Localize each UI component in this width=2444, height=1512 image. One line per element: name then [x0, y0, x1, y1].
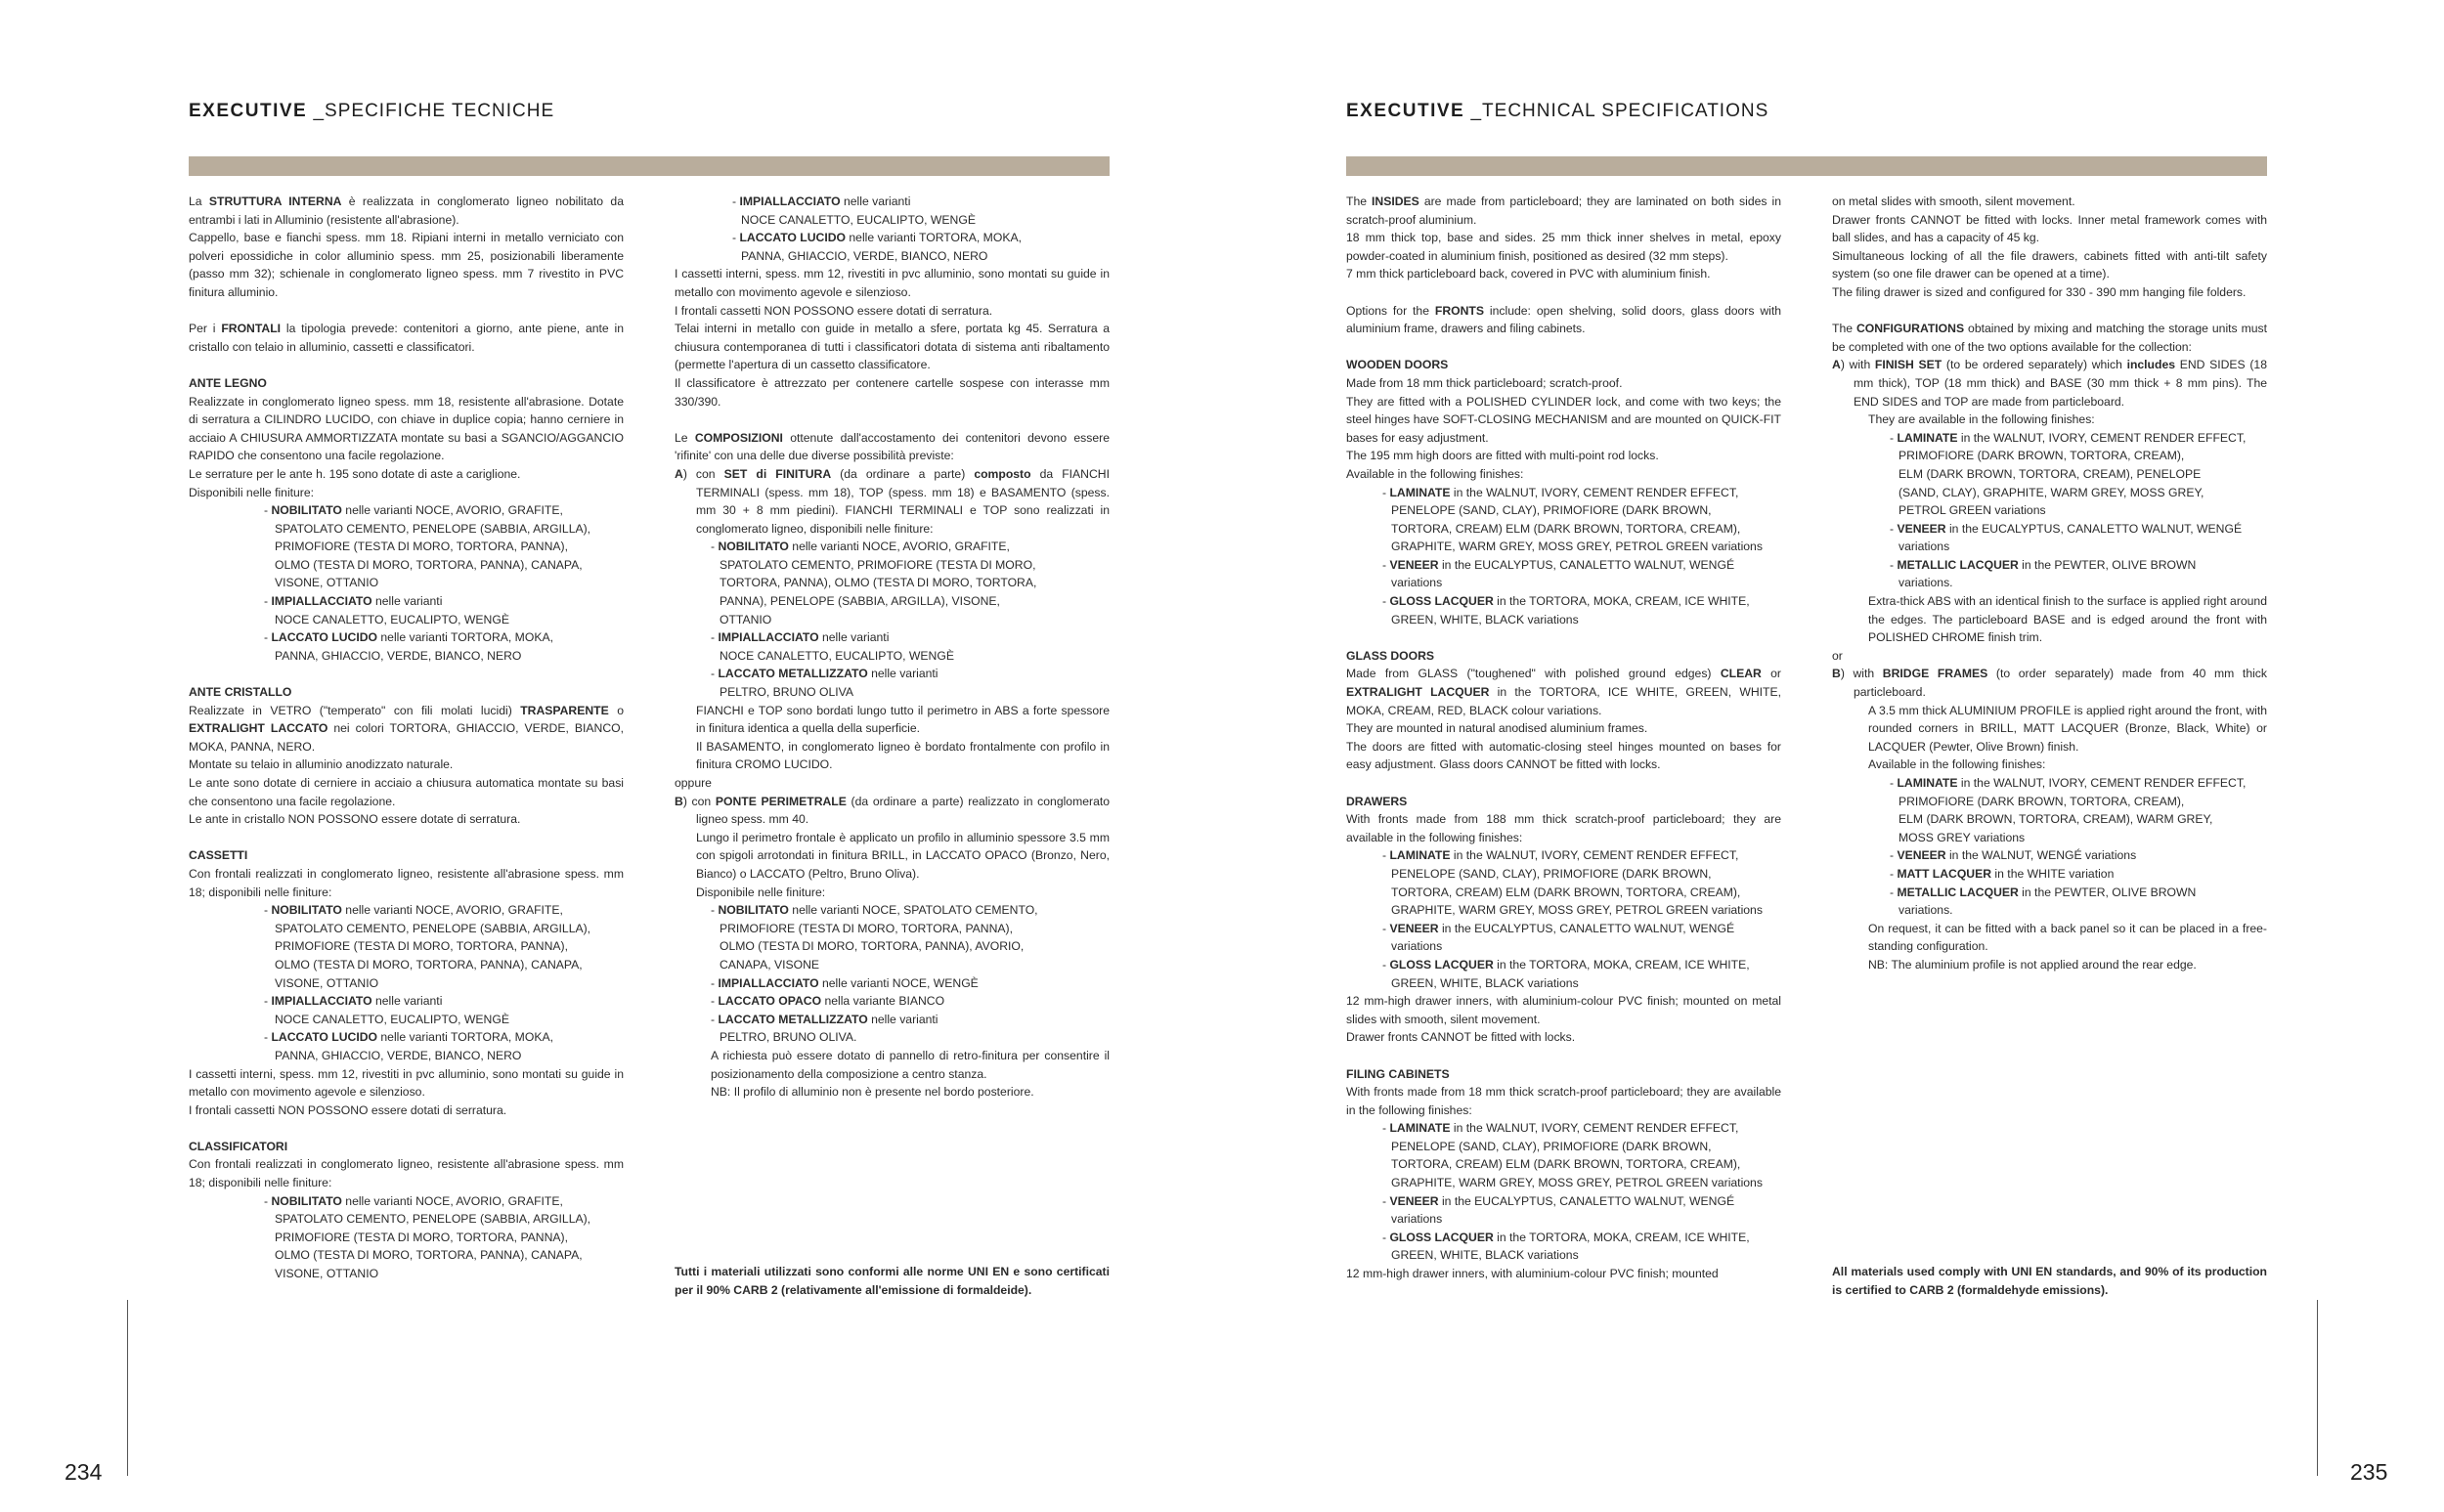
- paragraph: Le ante sono dotate di cerniere in acciaio a chiusura automatica montate su basi che consentono una facile regolazione.: [189, 776, 624, 808]
- finish-list-item: NOCE CANALETTO, EUCALIPTO, WENGÈ: [275, 1012, 509, 1026]
- finish-list-item: GRAPHITE, WARM GREY, MOSS GREY, PETROL GREEN variations: [1391, 1176, 1763, 1190]
- finish-list-item: - VENEER in the EUCALYPTUS, CANALETTO WALNUT, WENGÉ: [1382, 557, 1735, 572]
- paragraph: Con frontali realizzati in conglomerato ligneo, resistente all'abrasione spess. mm 18; disponibili nelle finiture:: [189, 866, 624, 899]
- paragraph: NB: The aluminium profile is not applied around the rear edge.: [1868, 957, 2197, 972]
- finish-list-item: PELTRO, BRUNO OLIVA.: [720, 1030, 857, 1045]
- paragraph: They are fitted with a POLISHED CYLINDER lock, and come with two keys; the steel hinges have SOFT-CLOSING MECHANISM and are mounted on QUICK-FIT bases for easy adjustment.: [1346, 394, 1781, 445]
- finish-list-item: NOCE CANALETTO, EUCALIPTO, WENGÈ: [741, 212, 976, 227]
- finish-list-item: SPATOLATO CEMENTO, PENELOPE (SABBIA, ARGILLA),: [275, 521, 591, 536]
- paragraph: Lungo il perimetro frontale è applicato un profilo in alluminio spessore 3.5 mm con spigoli arrotondati in finitura BRILL, in LACCATO OPACO (Bronzo, Nero, Bianco) o LACCATO (Peltro, Bruno Oliva).: [696, 830, 1110, 881]
- paragraph: on metal slides with smooth, silent movement.: [1832, 194, 2075, 208]
- page-number: 235: [2350, 1459, 2388, 1485]
- paragraph: Simultaneous locking of all the file drawers, cabinets fitted with anti-tilt safety system (so one file drawer can be opened at a time).: [1832, 248, 2267, 281]
- finish-list-item: NOCE CANALETTO, EUCALIPTO, WENGÈ: [275, 612, 509, 626]
- finish-list-item: PANNA, GHIACCIO, VERDE, BIANCO, NERO: [275, 648, 522, 663]
- paragraph: Con frontali realizzati in conglomerato ligneo, resistente all'abrasione spess. mm 18; disponibili nelle finiture:: [189, 1157, 624, 1190]
- finish-list-item: VISONE, OTTANIO: [275, 576, 379, 590]
- paragraph: A richiesta può essere dotato di pannello di retro-finitura per consentire il posizionamento della composizione a centro stanza.: [711, 1048, 1110, 1081]
- paragraph: With fronts made from 188 mm thick scratch-proof particleboard; they are available in the following finishes:: [1346, 812, 1781, 844]
- finish-list-item: - LACCATO OPACO nella variante BIANCO: [711, 994, 945, 1009]
- finish-list-item: SPATOLATO CEMENTO, PENELOPE (SABBIA, ARGILLA),: [275, 1212, 591, 1227]
- finish-list-item: (SAND, CLAY), GRAPHITE, WARM GREY, MOSS GREY,: [1898, 485, 2204, 499]
- finish-list-item: CANAPA, VISONE: [720, 957, 820, 972]
- finish-list-item: - LACCATO LUCIDO nelle varianti TORTORA, MOKA,: [732, 231, 1022, 245]
- right-page-header: EXECUTIVE _TECHNICAL SPECIFICATIONS: [1346, 101, 1769, 121]
- finish-list-item: PANNA, GHIACCIO, VERDE, BIANCO, NERO: [275, 1048, 522, 1062]
- finish-list-item: - VENEER in the EUCALYPTUS, CANALETTO WALNUT, WENGÉ: [1382, 1193, 1735, 1208]
- finish-list-item: TORTORA, PANNA), OLMO (TESTA DI MORO, TORTORA,: [720, 576, 1037, 590]
- paragraph: La STRUTTURA INTERNA è realizzata in conglomerato ligneo nobilitato da entrambi i lati in Alluminio (resistente all'abrasione).: [189, 194, 624, 227]
- paragraph: Cappello, base e fianchi spess. mm 18. Ripiani interni in metallo verniciato con polveri epossidiche in color alluminio spess. mm 25, posizionabili liberamente (passo mm 32); schienale in conglomerato ligneo spess. mm 7 rivestito in PVC finitura alluminio.: [189, 231, 624, 299]
- paragraph: They are mounted in natural anodised aluminium frames.: [1346, 721, 1648, 736]
- right-column-1: [1346, 193, 1781, 1283]
- paragraph: The CONFIGURATIONS obtained by mixing and matching the storage units must be completed with one of the two options available for the collection:: [1832, 322, 2267, 354]
- finish-list-item: PRIMOFIORE (DARK BROWN, TORTORA, CREAM),: [1898, 449, 2185, 463]
- finish-list-item: - IMPIALLACCIATO nelle varianti NOCE, WENGÈ: [711, 975, 979, 990]
- finish-list-item: PETROL GREEN variations: [1898, 503, 2046, 518]
- finish-list-item: - LACCATO LUCIDO nelle varianti TORTORA, MOKA,: [264, 1030, 553, 1045]
- paragraph: Options for the FRONTS include: open shelving, solid doors, glass doors with aluminium frame, drawers and filing cabinets.: [1346, 303, 1782, 336]
- paragraph: 12 mm-high drawer inners, with aluminium-colour PVC finish; mounted: [1346, 1267, 1719, 1281]
- finish-list-item: PENELOPE (SAND, CLAY), PRIMOFIORE (DARK BROWN,: [1391, 503, 1712, 518]
- divider-line: [127, 1300, 128, 1476]
- finish-list-item: variations: [1391, 939, 1443, 954]
- paragraph: oppure: [675, 776, 712, 790]
- finish-list-item: TORTORA, CREAM) ELM (DARK BROWN, TORTORA, CREAM),: [1391, 521, 1741, 536]
- finish-list-item: - LACCATO LUCIDO nelle varianti TORTORA, MOKA,: [264, 630, 553, 645]
- finish-list-item: PANNA), PENELOPE (SABBIA, ARGILLA), VISONE,: [720, 594, 1000, 609]
- finish-list-item: - NOBILITATO nelle varianti NOCE, AVORIO, GRAFITE,: [264, 503, 563, 518]
- finish-list-item: - LACCATO METALLIZZATO nelle varianti: [711, 1012, 938, 1026]
- finish-list-item: ELM (DARK BROWN, TORTORA, CREAM), PENELOPE: [1898, 466, 2202, 481]
- header-bar: [189, 156, 1110, 176]
- finish-list-item: PRIMOFIORE (TESTA DI MORO, TORTORA, PANNA),: [275, 1230, 568, 1244]
- finish-list-item: MOSS GREY variations: [1898, 830, 2026, 844]
- finish-list-item: PENELOPE (SAND, CLAY), PRIMOFIORE (DARK BROWN,: [1391, 866, 1712, 881]
- finish-list-item: - METALLIC LACQUER in the PEWTER, OLIVE BROWN: [1890, 557, 2197, 572]
- paragraph: Drawer fronts CANNOT be fitted with locks. Inner metal framework comes with ball slides, and has a capacity of 45 kg.: [1832, 212, 2267, 245]
- right-footnote: All materials used comply with UNI EN standards, and 90% of its production is certified to CARB 2 (formaldehyde emissions).: [1832, 1265, 2267, 1297]
- paragraph: 12 mm-high drawer inners, with aluminium-colour PVC finish; mounted on metal slides with smooth, silent movement.: [1346, 994, 1781, 1026]
- finish-list-item: GRAPHITE, WARM GREY, MOSS GREY, PETROL GREEN variations: [1391, 540, 1763, 554]
- finish-list-item: TORTORA, CREAM) ELM (DARK BROWN, TORTORA, CREAM),: [1391, 1157, 1741, 1172]
- paragraph: Il BASAMENTO, in conglomerato ligneo è bordato frontalmente con profilo in finitura CROMO LUCIDO.: [696, 739, 1110, 772]
- left-footnote: Tutti i materiali utilizzati sono conformi alle norme UNI EN e sono certificati per il 90% CARB 2 (relativamente all'emissione di formaldeide).: [675, 1265, 1110, 1297]
- section-title: ANTE LEGNO: [189, 375, 267, 390]
- section-title: CLASSIFICATORI: [189, 1139, 288, 1153]
- divider-line: [2317, 1300, 2318, 1476]
- finish-list-item: PELTRO, BRUNO OLIVA: [720, 685, 854, 700]
- finish-list-item: - GLOSS LACQUER in the TORTORA, MOKA, CREAM, ICE WHITE,: [1382, 957, 1750, 972]
- finish-list-item: OLMO (TESTA DI MORO, TORTORA, PANNA), CANAPA,: [275, 1248, 583, 1263]
- finish-list-item: variations: [1391, 1212, 1443, 1227]
- paragraph: A 3.5 mm thick ALUMINIUM PROFILE is applied right around the front, with rounded corners in BRILL, MATT LACQUER (Bronze, Black, White) or LACQUER (Pewter, Olive Brown) finish.: [1868, 703, 2267, 754]
- finish-list-item: - METALLIC LACQUER in the PEWTER, OLIVE BROWN: [1890, 885, 2197, 899]
- finish-list-item: - GLOSS LACQUER in the TORTORA, MOKA, CREAM, ICE WHITE,: [1382, 594, 1750, 609]
- paragraph: Il classificatore è attrezzato per contenere cartelle sospese con interasse mm 330/390.: [675, 375, 1110, 409]
- paragraph: Le COMPOSIZIONI ottenute dall'accostamento dei contenitori devono essere 'rifinite' con una delle due diverse possibilità previste:: [675, 430, 1110, 463]
- finish-list-item: PRIMOFIORE (TESTA DI MORO, TORTORA, PANNA),: [275, 939, 568, 954]
- paragraph: FIANCHI e TOP sono bordati lungo tutto il perimetro in ABS a forte spessore in finitura identica a quella della superficie.: [696, 703, 1110, 736]
- paragraph: Available in the following finishes:: [1346, 466, 1524, 481]
- finish-list-item: - NOBILITATO nelle varianti NOCE, AVORIO, GRAFITE,: [711, 540, 1010, 554]
- finish-list-item: variations: [1898, 540, 1950, 554]
- paragraph: Le ante in cristallo NON POSSONO essere dotate di serratura.: [189, 812, 521, 827]
- right-page: [1222, 0, 2444, 1512]
- finish-list-item: PRIMOFIORE (TESTA DI MORO, TORTORA, PANNA),: [720, 921, 1013, 935]
- option-a: A) con SET di FINITURA (da ordinare a parte) composto da FIANCHI TERMINALI (spess. mm 18), TOP (spess. mm 18) e BASAMENTO (spess. mm 30 + 8 mm piedini). FIANCHI TERMINALI e TOP sono realizzati in conglomerato ligneo, disponibili nelle finiture:: [675, 466, 1110, 536]
- paragraph: 18 mm thick top, base and sides. 25 mm thick inner shelves in metal, epoxy powder-coated in aluminium finish, positioned as desired (32 mm steps).: [1346, 231, 1781, 263]
- section-title: FILING CABINETS: [1346, 1066, 1450, 1081]
- paragraph: Realizzate in VETRO ("temperato" con fili molati lucidi) TRASPARENTE o EXTRALIGHT LACCATO nei colori TORTORA, GHIACCIO, VERDE, BIANCO, MOKA, PANNA, NERO.: [189, 703, 624, 754]
- finish-list-item: PANNA, GHIACCIO, VERDE, BIANCO, NERO: [741, 248, 988, 263]
- finish-list-item: GREEN, WHITE, BLACK variations: [1391, 1248, 1579, 1263]
- finish-list-item: - MATT LACQUER in the WHITE variation: [1890, 866, 2115, 881]
- paragraph: Montate su telaio in alluminio anodizzato naturale.: [189, 757, 454, 772]
- finish-list-item: PENELOPE (SAND, CLAY), PRIMOFIORE (DARK BROWN,: [1391, 1139, 1712, 1153]
- option-b: B) with BRIDGE FRAMES (to order separately) made from 40 mm thick particleboard.: [1832, 667, 2267, 700]
- option-a: A) with FINISH SET (to be ordered separately) which includes END SIDES (18 mm thick), TOP (18 mm thick) and BASE (30 mm thick + 8 mm pins). The END SIDES and TOP are made from particleboard.: [1832, 358, 2267, 409]
- finish-list-item: - VENEER in the EUCALYPTUS, CANALETTO WALNUT, WENGÉ: [1382, 921, 1735, 935]
- finish-list-item: OLMO (TESTA DI MORO, TORTORA, PANNA), AVORIO,: [720, 939, 1025, 954]
- finish-list-item: - IMPIALLACCIATO nelle varianti: [711, 630, 890, 645]
- paragraph: Le serrature per le ante h. 195 sono dotate di aste a cariglione.: [189, 466, 521, 481]
- finish-list-item: - GLOSS LACQUER in the TORTORA, MOKA, CREAM, ICE WHITE,: [1382, 1230, 1750, 1244]
- finish-list-item: - IMPIALLACCIATO nelle varianti: [264, 594, 443, 609]
- finish-list-item: - LAMINATE in the WALNUT, IVORY, CEMENT RENDER EFFECT,: [1890, 776, 2247, 790]
- paragraph: NB: Il profilo di alluminio non è presente nel bordo posteriore.: [711, 1085, 1034, 1100]
- left-column-2: [675, 193, 1110, 1102]
- finish-list-item: NOCE CANALETTO, EUCALIPTO, WENGÈ: [720, 648, 954, 663]
- left-column-1: [189, 193, 624, 1283]
- finish-list-item: OLMO (TESTA DI MORO, TORTORA, PANNA), CANAPA,: [275, 557, 583, 572]
- finish-list-item: - IMPIALLACCIATO nelle varianti: [732, 194, 911, 208]
- paragraph: Realizzate in conglomerato ligneo spess. mm 18, resistente all'abrasione. Dotate di serratura a CILINDRO LUCIDO, con chiave in duplice copia; hanno cerniere in acciaio A CHIUSURA AMMORTIZZATA montate su basi a SGANCIO/AGGANCIO RAPIDO che consentono una facile regolazione.: [189, 394, 624, 463]
- section-title: CASSETTI: [189, 848, 248, 863]
- finish-list-item: GREEN, WHITE, BLACK variations: [1391, 975, 1579, 990]
- paragraph: Made from 18 mm thick particleboard; scratch-proof.: [1346, 375, 1623, 390]
- finish-list-item: - LAMINATE in the WALNUT, IVORY, CEMENT RENDER EFFECT,: [1890, 430, 2247, 445]
- finish-list-item: OTTANIO: [720, 612, 772, 626]
- paragraph: 7 mm thick particleboard back, covered in PVC with aluminium finish.: [1346, 267, 1711, 281]
- paragraph: The filing drawer is sized and configured for 330 - 390 mm hanging file folders.: [1832, 284, 2247, 299]
- finish-list-item: - LAMINATE in the WALNUT, IVORY, CEMENT RENDER EFFECT,: [1382, 848, 1739, 863]
- paragraph: They are available in the following finishes:: [1868, 412, 2095, 427]
- paragraph: With fronts made from 18 mm thick scratch-proof particleboard; they are available in the following finishes:: [1346, 1085, 1781, 1117]
- paragraph: I cassetti interni, spess. mm 12, rivestiti in pvc alluminio, sono montati su guide in metallo con movimento agevole e silenzioso.: [675, 267, 1110, 299]
- finish-list-item: VISONE, OTTANIO: [275, 1267, 379, 1281]
- paragraph: Extra-thick ABS with an identical finish to the surface is applied right around the edges. The particleboard BASE and is edged around the front with POLISHED CHROME finish trim.: [1868, 594, 2267, 645]
- finish-list-item: OLMO (TESTA DI MORO, TORTORA, PANNA), CANAPA,: [275, 957, 583, 972]
- paragraph: Made from GLASS ("toughened" with polished ground edges) CLEAR or EXTRALIGHT LACQUER in the TORTORA, ICE WHITE, GREEN, WHITE, MOKA, CREAM, RED, BLACK colour variations.: [1346, 667, 1781, 717]
- finish-list-item: - LAMINATE in the WALNUT, IVORY, CEMENT RENDER EFFECT,: [1382, 1121, 1739, 1136]
- section-title: GLASS DOORS: [1346, 648, 1435, 663]
- paragraph: The INSIDES are made from particleboard; they are laminated on both sides in scratch-proof aluminium.: [1346, 194, 1782, 227]
- finish-list-item: SPATOLATO CEMENTO, PENELOPE (SABBIA, ARGILLA),: [275, 921, 591, 935]
- finish-list-item: - NOBILITATO nelle varianti NOCE, AVORIO, GRAFITE,: [264, 1193, 563, 1208]
- paragraph: or: [1832, 648, 1843, 663]
- finish-list-item: variations.: [1898, 576, 1953, 590]
- header-bar: [1346, 156, 2267, 176]
- paragraph: The doors are fitted with automatic-closing steel hinges mounted on bases for easy adjustment. Glass doors CANNOT be fitted with locks.: [1346, 739, 1781, 772]
- finish-list-item: GREEN, WHITE, BLACK variations: [1391, 612, 1579, 626]
- page-number: 234: [65, 1459, 103, 1485]
- finish-list-item: PRIMOFIORE (DARK BROWN, TORTORA, CREAM),: [1898, 794, 2185, 808]
- paragraph: I frontali cassetti NON POSSONO essere dotati di serratura.: [675, 303, 993, 318]
- finish-list-item: PRIMOFIORE (TESTA DI MORO, TORTORA, PANNA),: [275, 540, 568, 554]
- finish-list-item: VISONE, OTTANIO: [275, 975, 379, 990]
- paragraph: On request, it can be fitted with a back panel so it can be placed in a free-standing configuration.: [1868, 921, 2267, 954]
- finish-list-item: variations.: [1898, 903, 1953, 918]
- section-title: WOODEN DOORS: [1346, 358, 1449, 372]
- finish-list-item: GRAPHITE, WARM GREY, MOSS GREY, PETROL GREEN variations: [1391, 903, 1763, 918]
- finish-list-item: ELM (DARK BROWN, TORTORA, CREAM), WARM GREY,: [1898, 812, 2213, 827]
- finish-list-item: - VENEER in the WALNUT, WENGÉ variations: [1890, 848, 2137, 863]
- option-b: B) con PONTE PERIMETRALE (da ordinare a parte) realizzato in conglomerato ligneo spess. mm 40.: [675, 794, 1111, 827]
- finish-list-item: variations: [1391, 576, 1443, 590]
- finish-list-item: - LACCATO METALLIZZATO nelle varianti: [711, 667, 938, 681]
- paragraph: Per i FRONTALI la tipologia prevede: contenitori a giorno, ante piene, ante in cristallo con telaio in alluminio, cassetti e classificatori.: [189, 322, 624, 354]
- finish-list-item: SPATOLATO CEMENTO, PRIMOFIORE (TESTA DI MORO,: [720, 557, 1036, 572]
- paragraph: Telai interni in metallo con guide in metallo a sfere, portata kg 45. Serratura a chiusura contemporanea di tutti i classificatori dotata di sistema anti ribaltamento (permette l'apertura di un cassetto classificatore.: [675, 322, 1110, 372]
- left-page-header: EXECUTIVE _SPECIFICHE TECNICHE: [189, 101, 555, 121]
- paragraph: Drawer fronts CANNOT be fitted with locks.: [1346, 1030, 1576, 1045]
- finish-list-item: - VENEER in the EUCALYPTUS, CANALETTO WALNUT, WENGÉ: [1890, 521, 2243, 536]
- paragraph: Available in the following finishes:: [1868, 757, 2046, 772]
- paragraph: I frontali cassetti NON POSSONO essere dotati di serratura.: [189, 1102, 507, 1117]
- paragraph: Disponibili nelle finiture:: [189, 485, 315, 499]
- finish-list-item: - NOBILITATO nelle varianti NOCE, AVORIO, GRAFITE,: [264, 903, 563, 918]
- paragraph: The 195 mm high doors are fitted with multi-point rod locks.: [1346, 449, 1659, 463]
- finish-list-item: - NOBILITATO nelle varianti NOCE, SPATOLATO CEMENTO,: [711, 903, 1038, 918]
- paragraph: Disponibile nelle finiture:: [696, 885, 826, 899]
- finish-list-item: - LAMINATE in the WALNUT, IVORY, CEMENT RENDER EFFECT,: [1382, 485, 1739, 499]
- right-column-2: [1832, 193, 2267, 974]
- paragraph: I cassetti interni, spess. mm 12, rivestiti in pvc alluminio, sono montati su guide in metallo con movimento agevole e silenzioso.: [189, 1066, 624, 1100]
- section-title: ANTE CRISTALLO: [189, 685, 292, 700]
- section-title: DRAWERS: [1346, 794, 1408, 808]
- finish-list-item: - IMPIALLACCIATO nelle varianti: [264, 994, 443, 1009]
- finish-list-item: TORTORA, CREAM) ELM (DARK BROWN, TORTORA, CREAM),: [1391, 885, 1741, 899]
